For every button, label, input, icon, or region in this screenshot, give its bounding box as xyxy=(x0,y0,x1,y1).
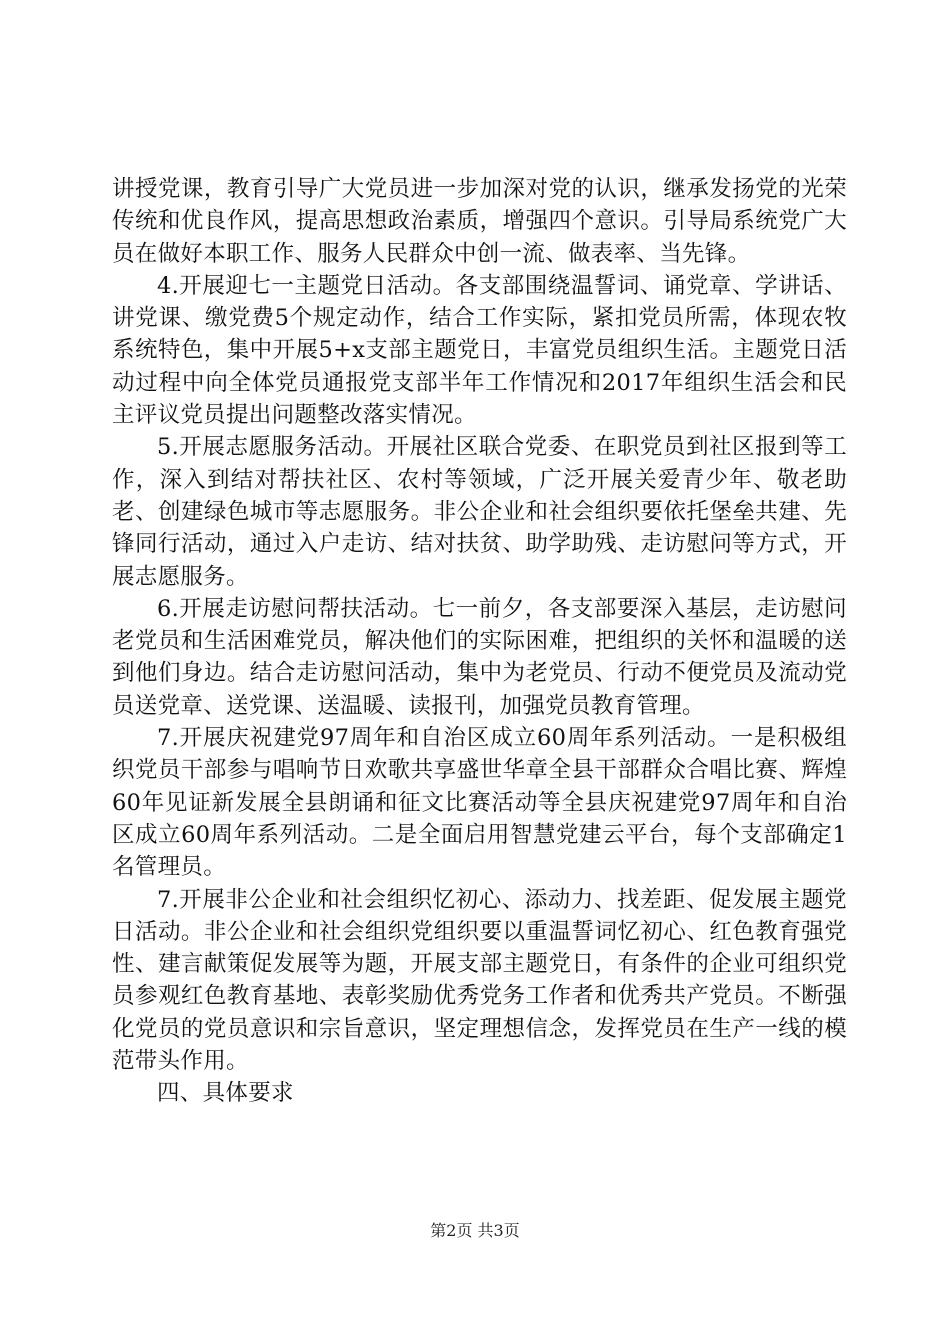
paragraph-4: 6.开展走访慰问帮扶活动。七一前夕，各支部要深入基层，走访慰问老党员和生活困难党员，解决他们的实际困难，把组织的关怀和温暖的送到他们身边。结合走访慰问活动，集中为老党员、行动不便党员及流动党员送党章、送党课、送温暖、读报刊，加强党员教育管理。 xyxy=(112,595,847,719)
paragraph-3: 5.开展志愿服务活动。开展社区联合党委、在职党员到社区报到等工作，深入到结对帮扶社区、农村等领域，广泛开展关爱青少年、敬老助老、创建绿色城市等志愿服务。非公企业和社会组织要依托堡垒共建、先锋同行活动，通过入户走访、结对扶贫、助学助残、走访慰问等方式，开展志愿服务。 xyxy=(112,434,847,590)
page-number-footer: 第2页 共3页 xyxy=(430,1221,520,1240)
section-heading: 四、具体要求 xyxy=(157,1080,294,1107)
paragraph-1: 讲授党课，教育引导广大党员进一步加深对党的认识，继承发扬党的光荣传统和优良作风，提高思想政治素质，增强四个意识。引导局系统党广大员在做好本职工作、服务人民群众中创一流、做表率、当先锋。 xyxy=(112,176,847,267)
paragraph-2: 4.开展迎七一主题党日活动。各支部围绕温誓词、诵党章、学讲话、讲党课、缴党费5个规定动作，结合工作实际，紧扣党员所需，体现农牧系统特色，集中开展5+x支部主题党日，丰富党员组织生活。主题党日活动过程中向全体党员通报党支部半年工作情况和2017年组织生活会和民主评议党员提出问题整改落实情况。 xyxy=(112,272,847,429)
paragraph-5: 7.开展庆祝建党97周年和自治区成立60周年系列活动。一是积极组织党员干部参与唱响节日欢歌共享盛世华章全县干部群众合唱比赛、辉煌60年见证新发展全县朗诵和征文比赛活动等全县庆祝建党97周年和自治区成立60周年系列活动。二是全面启用智慧党建云平台，每个支部确定1名管理员。 xyxy=(112,725,847,881)
paragraph-6: 7.开展非公企业和社会组织忆初心、添动力、找差距、促发展主题党日活动。非公企业和社会组织党组织要以重温誓词忆初心、红色教育强党性、建言献策促发展等为题，开展支部主题党日，有条件的企业可组织党员参观红色教育基地、表彰奖励优秀党务工作者和优秀共产党员。不断强化党员的党员意识和宗旨意识，坚定理想信念，发挥党员在生产一线的模范带头作用。 xyxy=(112,886,847,1075)
document-body xyxy=(112,173,847,1110)
